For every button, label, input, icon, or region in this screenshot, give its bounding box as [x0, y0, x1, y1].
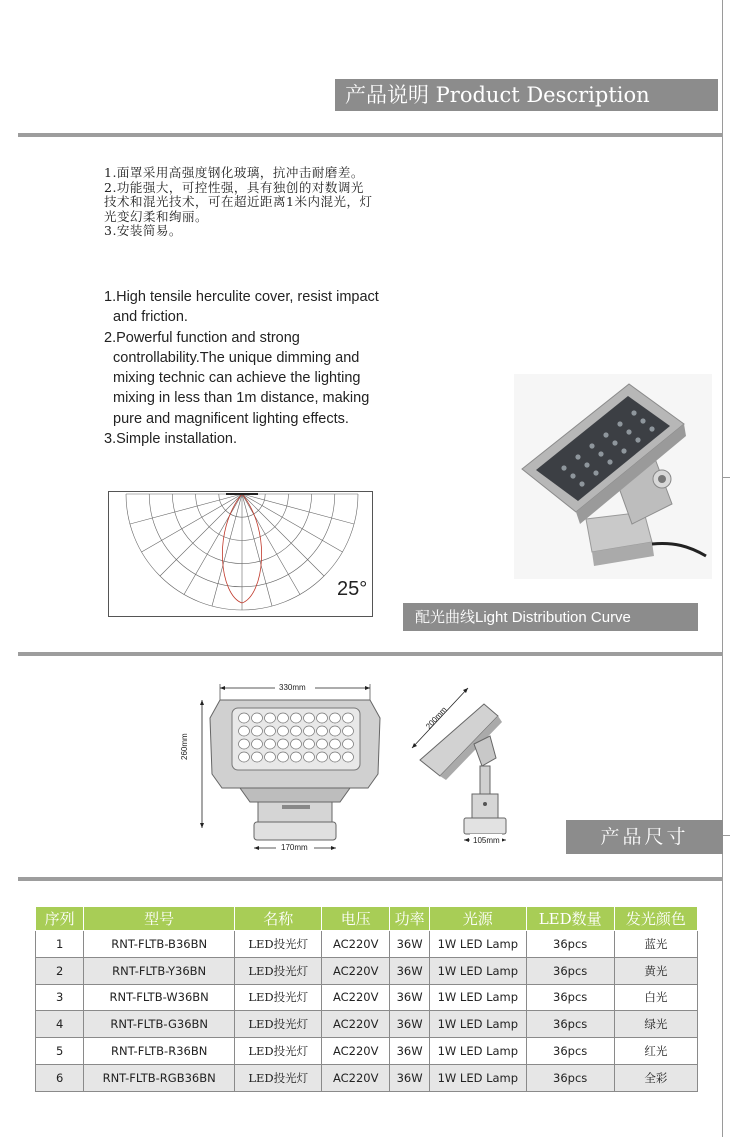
table-cell: 1W LED Lamp	[430, 931, 526, 958]
table-row	[36, 1038, 698, 1065]
header-cell: 光源	[430, 907, 526, 931]
header-cell: LED数量	[526, 907, 614, 931]
led-lens	[239, 726, 250, 736]
table-cell: 36W	[390, 984, 430, 1011]
led-lens	[239, 713, 250, 723]
table-cell: 36W	[390, 1064, 430, 1091]
table-cell: LED投光灯	[235, 957, 322, 984]
section-title-product-description	[335, 79, 718, 111]
table-cell: AC220V	[322, 1011, 390, 1038]
width-dimension-label: 330mm	[279, 683, 306, 692]
description-en	[104, 287, 474, 449]
led-lens	[317, 726, 328, 736]
table-cell: 36pcs	[526, 957, 614, 984]
led-lens	[304, 739, 315, 749]
description-en-line: pure and magnificent lighting effects.	[113, 410, 349, 427]
table-cell: AC220V	[322, 1038, 390, 1065]
led-lens	[265, 726, 276, 736]
table-cell: AC220V	[322, 931, 390, 958]
table-cell: 2	[36, 957, 84, 984]
side-dimension-drawing	[400, 680, 540, 850]
table-cell: LED投光灯	[235, 1038, 322, 1065]
table-cell: 36pcs	[526, 1064, 614, 1091]
table-cell: 6	[36, 1064, 84, 1091]
header-cell: 型号	[84, 907, 235, 931]
led-lens	[291, 752, 302, 762]
led-lens	[265, 713, 276, 723]
table-cell: 36W	[390, 1011, 430, 1038]
section-divider	[18, 133, 723, 137]
base-dimension-label: 170mm	[281, 843, 308, 852]
led-lens	[278, 726, 289, 736]
led-lens	[291, 739, 302, 749]
led-lens	[252, 739, 263, 749]
table-cell: LED投光灯	[235, 931, 322, 958]
led-lens	[252, 713, 263, 723]
led-lens	[239, 752, 250, 762]
table-cell: 4	[36, 1011, 84, 1038]
description-zh-line: 光变幻柔和绚丽。	[104, 208, 209, 224]
led-lens	[317, 752, 328, 762]
led-lens	[330, 726, 341, 736]
table-cell: LED投光灯	[235, 1064, 322, 1091]
led-lens	[330, 752, 341, 762]
table-cell: 绿光	[614, 1011, 697, 1038]
table-cell: 白光	[614, 984, 697, 1011]
section-title-text: 产品说明 Product Description	[345, 83, 650, 107]
led-lens	[291, 726, 302, 736]
led-lens	[265, 752, 276, 762]
description-en-line: and friction.	[113, 309, 188, 326]
diagonal-dimension-label: 200mm	[424, 705, 449, 732]
front-dimension-drawing	[190, 678, 390, 858]
table-cell: 36pcs	[526, 1038, 614, 1065]
header-cell: 名称	[235, 907, 322, 931]
led-lens	[330, 713, 341, 723]
led-lens	[304, 752, 315, 762]
table-cell: 1W LED Lamp	[430, 984, 526, 1011]
table-cell: 36pcs	[526, 1011, 614, 1038]
led-lens	[343, 739, 354, 749]
led-lens	[317, 739, 328, 749]
table-cell: 黄光	[614, 957, 697, 984]
led-lens	[343, 713, 354, 723]
table-cell: 红光	[614, 1038, 697, 1065]
table-cell: 蓝光	[614, 931, 697, 958]
led-lens	[304, 726, 315, 736]
description-en-line: 3.Simple installation.	[104, 431, 237, 448]
table-cell: 1W LED Lamp	[430, 1064, 526, 1091]
description-en-line: 2.Powerful function and strong	[104, 329, 300, 346]
led-lens	[291, 713, 302, 723]
table-row	[36, 1064, 698, 1091]
table-cell: RNT-FLTB-G36BN	[84, 1011, 235, 1038]
header-cell: 电压	[322, 907, 390, 931]
table-cell: RNT-FLTB-W36BN	[84, 984, 235, 1011]
table-cell: 1	[36, 931, 84, 958]
table-cell: 36pcs	[526, 931, 614, 958]
led-lens	[239, 739, 250, 749]
led-lens	[343, 752, 354, 762]
beam-angle-label: 25°	[337, 578, 368, 600]
spec-table-header-row	[36, 907, 698, 931]
spec-table	[35, 906, 698, 1092]
description-zh-line: 技术和混光技术，可在超近距离1米内混光，灯	[104, 194, 373, 209]
led-lens	[278, 713, 289, 723]
table-cell: 1W LED Lamp	[430, 1011, 526, 1038]
height-dimension-label: 260mm	[180, 733, 189, 760]
table-cell: 1W LED Lamp	[430, 957, 526, 984]
table-cell: AC220V	[322, 957, 390, 984]
light-curve-caption	[403, 603, 698, 631]
table-cell: RNT-FLTB-Y36BN	[84, 957, 235, 984]
product-photo	[514, 374, 712, 579]
table-cell: 5	[36, 1038, 84, 1065]
table-row	[36, 984, 698, 1011]
header-cell: 序列	[36, 907, 84, 931]
header-cell: 发光颜色	[614, 907, 697, 931]
led-lens	[317, 713, 328, 723]
description-en-line: mixing technic can achieve the lighting	[113, 370, 361, 387]
table-cell: AC220V	[322, 1064, 390, 1091]
table-cell: 3	[36, 984, 84, 1011]
description-en-line: controllability.The unique dimming and	[113, 349, 360, 366]
description-en-line: mixing in less than 1m distance, making	[113, 390, 370, 407]
led-lens	[252, 726, 263, 736]
led-lens	[252, 752, 263, 762]
description-zh	[104, 166, 484, 239]
light-curve-caption-text: 配光曲线Light Distribution Curve	[415, 609, 631, 626]
side-base-dimension-label: 105mm	[473, 836, 500, 845]
led-lens	[278, 752, 289, 762]
table-cell: 全彩	[614, 1064, 697, 1091]
light-distribution-chart	[108, 491, 373, 618]
led-lens	[265, 739, 276, 749]
table-cell: 36W	[390, 957, 430, 984]
led-lens	[343, 726, 354, 736]
edge-tick	[722, 477, 730, 478]
header-cell: 功率	[390, 907, 430, 931]
led-lens	[278, 739, 289, 749]
description-zh-line: 2.功能强大，可控性强，具有独创的对数调光	[104, 179, 364, 195]
description-zh-line: 1.面罩采用高强度钢化玻璃，抗冲击耐磨差。	[104, 165, 364, 180]
table-cell: 1W LED Lamp	[430, 1038, 526, 1065]
table-cell: AC220V	[322, 984, 390, 1011]
table-cell: LED投光灯	[235, 1011, 322, 1038]
right-margin-line	[722, 0, 723, 1137]
table-cell: RNT-FLTB-R36BN	[84, 1038, 235, 1065]
table-cell: 36W	[390, 931, 430, 958]
section-divider	[18, 877, 723, 881]
table-cell: RNT-FLTB-RGB36BN	[84, 1064, 235, 1091]
section-divider	[18, 652, 723, 656]
table-row	[36, 957, 698, 984]
led-lens	[330, 739, 341, 749]
dimension-title	[566, 820, 723, 854]
table-row	[36, 1011, 698, 1038]
table-cell: LED投光灯	[235, 984, 322, 1011]
description-en-line: 1.High tensile herculite cover, resist impact	[104, 289, 379, 305]
led-lens	[304, 713, 315, 723]
table-cell: 36W	[390, 1038, 430, 1065]
table-cell: 36pcs	[526, 984, 614, 1011]
table-row	[36, 931, 698, 958]
description-zh-line: 3.安装简易。	[104, 223, 182, 238]
dimension-title-text: 产品尺寸	[600, 826, 689, 848]
table-cell: RNT-FLTB-B36BN	[84, 931, 235, 958]
edge-tick	[722, 835, 730, 836]
